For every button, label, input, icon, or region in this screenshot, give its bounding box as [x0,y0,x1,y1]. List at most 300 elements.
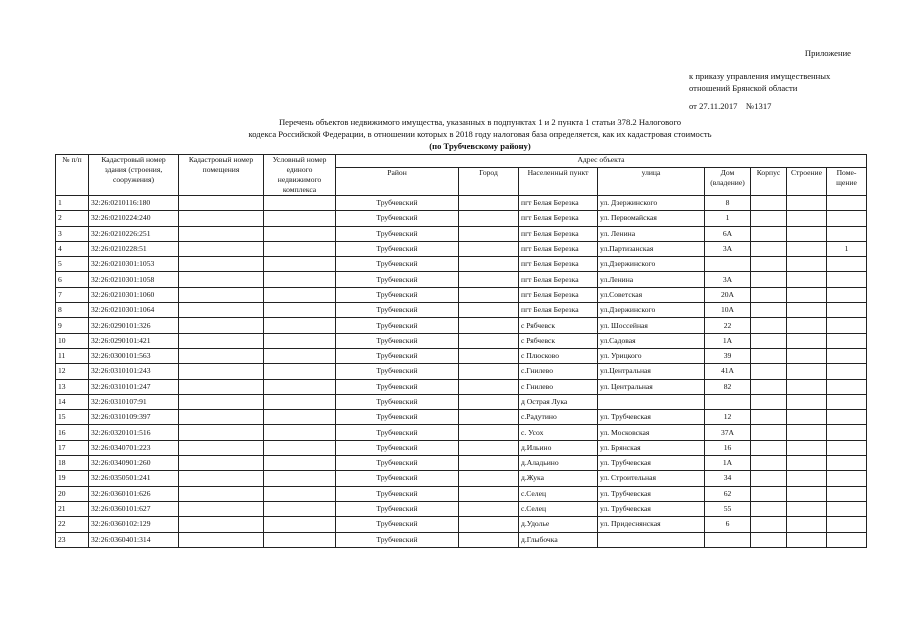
cell-num: 2 [56,211,89,226]
cell-house: 12 [705,410,751,425]
cell-building [787,226,827,241]
cell-korpus [751,287,787,302]
cell-house: 10А [705,303,751,318]
title-line-1: Перечень объектов недвижимого имущества, указанных в подпунктах 1 и 2 пункта 1 статьи 378.2 Налогового [278,117,682,127]
cell-street: ул.Советская [598,287,705,302]
cell-num: 19 [56,471,89,486]
header-room: Поме-щение [827,168,867,196]
cell-street: ул. Урицкого [598,348,705,363]
cell-cad-room [179,318,264,333]
cell-cond-num [264,333,336,348]
cell-room [827,303,867,318]
table-row [56,196,867,211]
cell-building [787,241,827,256]
cell-num: 18 [56,456,89,471]
cell-city [459,456,519,471]
cell-cad-room [179,272,264,287]
cell-cad-building: 32:26:0340901:260 [89,456,179,471]
cell-house [705,532,751,547]
cell-cad-room [179,501,264,516]
cell-district: Трубчевский [336,272,459,287]
cell-num: 21 [56,501,89,516]
cell-room [827,287,867,302]
table-row [56,425,867,440]
cell-num: 10 [56,333,89,348]
cell-cond-num [264,410,336,425]
cell-street: ул. Центральная [598,379,705,394]
cell-room [827,196,867,211]
cell-building [787,364,827,379]
cell-building [787,318,827,333]
cell-house: 6А [705,226,751,241]
cell-korpus [751,501,787,516]
cell-cond-num [264,456,336,471]
cell-cad-room [179,348,264,363]
annex-order-date-number: от 27.11.2017 №1317 [689,101,772,111]
cell-district: Трубчевский [336,440,459,455]
cell-house: 1 [705,211,751,226]
cell-city [459,425,519,440]
cell-num: 12 [56,364,89,379]
cell-building [787,471,827,486]
table-row [56,226,867,241]
header-cond-num: Условный номер единого недвижимого комплекса [264,155,336,196]
cell-cad-room [179,364,264,379]
cell-settlement: с.Селец [519,501,598,516]
table-row [56,440,867,455]
cell-house [705,257,751,272]
cell-district: Трубчевский [336,333,459,348]
cell-street: ул.Ленина [598,272,705,287]
table-row [56,394,867,409]
annex-order-reference: к приказу управления имущественных отношений Брянской области [689,71,831,93]
cell-cad-building: 32:26:0310101:243 [89,364,179,379]
cell-district: Трубчевский [336,425,459,440]
cell-city [459,226,519,241]
cell-city [459,287,519,302]
cell-cad-room [179,532,264,547]
title-district: (по Трубчевскому району) [429,141,531,151]
cell-settlement: с.Гнилево [519,364,598,379]
cell-num: 22 [56,517,89,532]
cell-korpus [751,532,787,547]
document-title [130,116,830,152]
cell-cond-num [264,226,336,241]
table-row [56,333,867,348]
cell-num: 11 [56,348,89,363]
cell-room [827,501,867,516]
cell-cad-building: 32:26:0360102:129 [89,517,179,532]
cell-settlement: пгт Белая Березка [519,303,598,318]
cell-building [787,272,827,287]
cell-settlement: д.Удолье [519,517,598,532]
cell-building [787,287,827,302]
cell-building [787,410,827,425]
cell-street: ул. Дзержинского [598,196,705,211]
cell-num: 5 [56,257,89,272]
cell-cad-room [179,394,264,409]
cell-street: ул. Строительная [598,471,705,486]
cell-settlement: д Острая Лука [519,394,598,409]
cell-street: ул. Московская [598,425,705,440]
cell-cad-room [179,456,264,471]
cell-building [787,196,827,211]
table-row [56,379,867,394]
cell-street: ул. Придеснянская [598,517,705,532]
cell-city [459,241,519,256]
cell-building [787,532,827,547]
cell-street: ул.Центральная [598,364,705,379]
cell-cond-num [264,394,336,409]
cell-cond-num [264,257,336,272]
cell-room [827,364,867,379]
cell-cad-room [179,257,264,272]
cell-korpus [751,303,787,318]
cell-cad-building: 32:26:0310101:247 [89,379,179,394]
cell-settlement: пгт Белая Березка [519,226,598,241]
cell-num: 13 [56,379,89,394]
cell-district: Трубчевский [336,241,459,256]
cell-cond-num [264,425,336,440]
cell-cad-building: 32:26:0360101:626 [89,486,179,501]
cell-settlement: с Гнилево [519,379,598,394]
header-cad-room: Кадастровый номер помещения [179,155,264,196]
cell-house: 55 [705,501,751,516]
table-row [56,517,867,532]
cell-korpus [751,425,787,440]
cell-num: 23 [56,532,89,547]
cell-cad-room [179,196,264,211]
cell-num: 1 [56,196,89,211]
cell-settlement: с Рябчевск [519,333,598,348]
cell-district: Трубчевский [336,532,459,547]
cell-city [459,379,519,394]
cell-building [787,333,827,348]
cell-cad-room [179,517,264,532]
cell-settlement: д.Жука [519,471,598,486]
cell-street: ул. Брянская [598,440,705,455]
cell-house: 6 [705,517,751,532]
cell-cad-building: 32:26:0210301:1064 [89,303,179,318]
cell-room [827,272,867,287]
cell-cond-num [264,287,336,302]
table-row [56,318,867,333]
cell-city [459,471,519,486]
cell-settlement: с. Усох [519,425,598,440]
cell-district: Трубчевский [336,471,459,486]
table-row [56,348,867,363]
cell-building [787,501,827,516]
cell-street: ул.Садовая [598,333,705,348]
cell-house: 41А [705,364,751,379]
cell-korpus [751,257,787,272]
table-row [56,456,867,471]
cell-settlement: пгт Белая Березка [519,287,598,302]
cell-korpus [751,394,787,409]
cell-settlement: пгт Белая Березка [519,272,598,287]
cell-korpus [751,196,787,211]
header-num: № п/п [56,155,89,196]
cell-building [787,303,827,318]
cell-city [459,333,519,348]
cell-district: Трубчевский [336,303,459,318]
cell-street [598,394,705,409]
cell-street: ул. Ленина [598,226,705,241]
table-row [56,486,867,501]
cell-cad-building: 32:26:0310107:91 [89,394,179,409]
cell-street [598,532,705,547]
cell-cad-building: 32:26:0210116:180 [89,196,179,211]
cell-district: Трубчевский [336,257,459,272]
cell-korpus [751,456,787,471]
header-cad-building: Кадастровый номер здания (строения, сооружения) [89,155,179,196]
cell-settlement: с.Селец [519,486,598,501]
cell-cad-building: 32:26:0360401:314 [89,532,179,547]
cell-building [787,394,827,409]
cell-korpus [751,241,787,256]
table-row [56,211,867,226]
cell-street: ул. Трубчевская [598,456,705,471]
cell-korpus [751,333,787,348]
cell-cad-building: 32:26:0350501:241 [89,471,179,486]
cell-house: 62 [705,486,751,501]
cell-korpus [751,486,787,501]
cell-city [459,211,519,226]
cell-num: 9 [56,318,89,333]
cell-cad-building: 32:26:0210301:1058 [89,272,179,287]
cell-district: Трубчевский [336,226,459,241]
cell-city [459,303,519,318]
cell-korpus [751,318,787,333]
cell-building [787,456,827,471]
cell-city [459,410,519,425]
cell-room [827,211,867,226]
cell-building [787,257,827,272]
cell-settlement: с Рябчевск [519,318,598,333]
cell-room [827,456,867,471]
cell-cad-room [179,440,264,455]
cell-cad-building: 32:26:0210301:1053 [89,257,179,272]
cell-cad-room [179,333,264,348]
cell-cad-building: 32:26:0290101:326 [89,318,179,333]
cell-building [787,211,827,226]
table-row [56,471,867,486]
cell-settlement: пгт Белая Березка [519,241,598,256]
cell-district: Трубчевский [336,486,459,501]
cell-settlement: д.Ильино [519,440,598,455]
cell-street: ул.Дзержинского [598,303,705,318]
cell-cad-building: 32:26:0210228:51 [89,241,179,256]
cell-cond-num [264,517,336,532]
cell-cad-room [179,486,264,501]
cell-city [459,532,519,547]
cell-korpus [751,272,787,287]
cell-city [459,364,519,379]
table-row [56,303,867,318]
cell-num: 17 [56,440,89,455]
table-row [56,287,867,302]
cell-cond-num [264,364,336,379]
cell-house [705,394,751,409]
title-line-2: кодекса Российской Федерации, в отношении которых в 2018 году налоговая база определяется, как их кадастровая стоимость [248,129,712,139]
cell-room [827,410,867,425]
cell-street: ул.Дзержинского [598,257,705,272]
cell-korpus [751,517,787,532]
header-building: Строение [787,168,827,196]
cell-cad-room [179,379,264,394]
cell-settlement: с Плюсково [519,348,598,363]
header-korpus: Корпус [751,168,787,196]
table-row [56,501,867,516]
header-street: улица [598,168,705,196]
cell-num: 6 [56,272,89,287]
cell-city [459,257,519,272]
cell-cad-building: 32:26:0300101:563 [89,348,179,363]
table-row [56,257,867,272]
cell-num: 20 [56,486,89,501]
cell-num: 14 [56,394,89,409]
cell-cad-building: 32:26:0310109:397 [89,410,179,425]
cell-room [827,532,867,547]
cell-cond-num [264,440,336,455]
cell-room [827,440,867,455]
cell-district: Трубчевский [336,211,459,226]
cell-cond-num [264,318,336,333]
cell-room [827,257,867,272]
cell-district: Трубчевский [336,287,459,302]
cell-city [459,318,519,333]
header-settlement: Населенный пункт [519,168,598,196]
cell-building [787,440,827,455]
cell-district: Трубчевский [336,394,459,409]
cell-cad-building: 32:26:0210224:240 [89,211,179,226]
cell-num: 15 [56,410,89,425]
cell-cad-room [179,241,264,256]
cell-cad-room [179,410,264,425]
cell-korpus [751,410,787,425]
cell-city [459,196,519,211]
header-district: Район [336,168,459,196]
table-row [56,364,867,379]
cell-num: 16 [56,425,89,440]
cell-settlement: д.Глыбочка [519,532,598,547]
table-row [56,241,867,256]
cell-cad-building: 32:26:0210226:251 [89,226,179,241]
table-row [56,532,867,547]
table-row [56,272,867,287]
cell-cad-building: 32:26:0290101:421 [89,333,179,348]
cell-cad-room [179,211,264,226]
cell-district: Трубчевский [336,410,459,425]
cell-korpus [751,211,787,226]
cell-num: 8 [56,303,89,318]
cell-cond-num [264,379,336,394]
cell-street: ул. Трубчевская [598,410,705,425]
cell-district: Трубчевский [336,318,459,333]
cell-korpus [751,471,787,486]
cell-house: 1А [705,456,751,471]
cell-cad-room [179,287,264,302]
cell-house: 8 [705,196,751,211]
cell-korpus [751,226,787,241]
cell-city [459,440,519,455]
cell-house: 22 [705,318,751,333]
cell-room [827,333,867,348]
cell-cond-num [264,196,336,211]
header-address: Адрес объекта [336,155,867,168]
cell-house: 1А [705,333,751,348]
cell-city [459,272,519,287]
cell-building [787,517,827,532]
cell-room [827,379,867,394]
cell-cond-num [264,303,336,318]
header-city: Город [459,168,519,196]
cell-cond-num [264,471,336,486]
cell-settlement: с.Радутино [519,410,598,425]
cell-room [827,318,867,333]
cell-city [459,348,519,363]
annex-label: Приложение [804,48,851,58]
cell-cond-num [264,486,336,501]
cell-street: ул. Шоссейная [598,318,705,333]
cell-building [787,348,827,363]
cell-cad-building: 32:26:0340701:223 [89,440,179,455]
cell-cad-room [179,226,264,241]
cell-building [787,486,827,501]
cell-num: 3 [56,226,89,241]
cell-cond-num [264,211,336,226]
cell-room [827,517,867,532]
cell-district: Трубчевский [336,379,459,394]
cell-district: Трубчевский [336,348,459,363]
header-house: Дом (владение) [705,168,751,196]
cell-building [787,379,827,394]
cell-house: 3А [705,241,751,256]
cell-district: Трубчевский [336,196,459,211]
cell-street: ул.Партизанская [598,241,705,256]
cell-district: Трубчевский [336,517,459,532]
cell-korpus [751,364,787,379]
cell-room: 1 [827,241,867,256]
cell-room [827,226,867,241]
cell-cond-num [264,272,336,287]
cell-district: Трубчевский [336,364,459,379]
cell-cond-num [264,501,336,516]
cell-house: 16 [705,440,751,455]
cell-num: 4 [56,241,89,256]
cell-house: 39 [705,348,751,363]
table-row [56,410,867,425]
cell-settlement: д.Аладьино [519,456,598,471]
cell-cond-num [264,348,336,363]
cell-street: ул. Трубчевская [598,501,705,516]
cell-house: 37А [705,425,751,440]
cell-cond-num [264,532,336,547]
cell-house: 34 [705,471,751,486]
cell-city [459,486,519,501]
objects-table [55,154,867,548]
cell-settlement: пгт Белая Березка [519,257,598,272]
cell-cad-building: 32:26:0360101:627 [89,501,179,516]
cell-house: 3А [705,272,751,287]
cell-street: ул. Трубчевская [598,486,705,501]
cell-room [827,394,867,409]
cell-city [459,501,519,516]
cell-district: Трубчевский [336,456,459,471]
cell-room [827,425,867,440]
cell-city [459,517,519,532]
cell-cad-room [179,303,264,318]
